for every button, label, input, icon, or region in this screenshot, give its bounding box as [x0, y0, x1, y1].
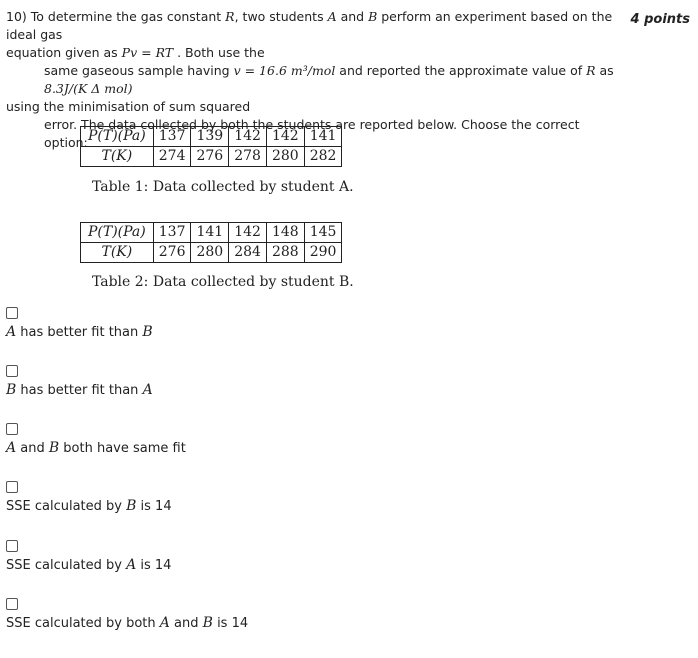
table-b-temperature-row [81, 243, 342, 263]
table-cell: 145 [304, 223, 342, 243]
option-3-label: A and B both have same fit [6, 440, 186, 456]
question-line-1: 10) To determine the gas constant R, two students A and B perform an experiment based on the ideal gas [6, 9, 613, 42]
option-5-checkbox[interactable] [6, 540, 18, 552]
option-6-checkbox[interactable] [6, 598, 18, 610]
table-cell: 284 [229, 243, 267, 263]
table-a-t-label: T(K) [81, 147, 154, 167]
option-5-label: SSE calculated by A is 14 [6, 557, 172, 573]
table-b-pressure-row [81, 223, 342, 243]
table-b-t-label: T(K) [81, 243, 154, 263]
option-2-label: B has better fit than A [6, 382, 153, 398]
table-cell: 148 [266, 223, 304, 243]
table-cell: 276 [191, 147, 229, 167]
table-cell: 278 [229, 147, 267, 167]
option-2-checkbox[interactable] [6, 365, 18, 377]
table-cell: 280 [266, 147, 304, 167]
table-cell: 137 [153, 223, 191, 243]
table-student-a [80, 126, 342, 167]
table-cell: 280 [191, 243, 229, 263]
table-cell: 141 [191, 223, 229, 243]
table-cell: 142 [229, 223, 267, 243]
points-label: 4 points [630, 12, 690, 27]
table-cell: 139 [191, 127, 229, 147]
table-b-caption: Table 2: Data collected by student B. [92, 274, 354, 290]
option-1-label: A has better fit than B [6, 324, 153, 340]
table-cell: 290 [304, 243, 342, 263]
option-4-checkbox[interactable] [6, 481, 18, 493]
table-b-p-label: P(T)(Pa) [81, 223, 154, 243]
table-cell: 274 [153, 147, 191, 167]
table-cell: 276 [153, 243, 191, 263]
option-4-label: SSE calculated by B is 14 [6, 498, 172, 514]
question-line-2: equation given as Pv = RT . Both use the [6, 45, 265, 60]
option-6-label: SSE calculated by both A and B is 14 [6, 615, 249, 631]
table-cell: 282 [304, 147, 342, 167]
question-line-5: error. The data collected by both the students are reported below. Choose the correct option: [44, 117, 580, 150]
table-cell: 141 [304, 127, 342, 147]
table-a-pressure-row [81, 127, 342, 147]
question-line-3: same gaseous sample having v = 16.6 m³/mol and reported the approximate value of R as 8.3J/(K Δ mol) [44, 63, 614, 96]
question-line-4: using the minimisation of sum squared [6, 99, 251, 114]
table-student-b [80, 222, 342, 263]
table-cell: 288 [266, 243, 304, 263]
table-cell: 142 [266, 127, 304, 147]
table-a-caption: Table 1: Data collected by student A. [92, 179, 354, 195]
table-a-p-label: P(T)(Pa) [81, 127, 154, 147]
question-number: 10) [6, 9, 27, 24]
table-a-temperature-row [81, 147, 342, 167]
table-cell: 137 [153, 127, 191, 147]
option-1-checkbox[interactable] [6, 307, 18, 319]
option-3-checkbox[interactable] [6, 423, 18, 435]
table-cell: 142 [229, 127, 267, 147]
